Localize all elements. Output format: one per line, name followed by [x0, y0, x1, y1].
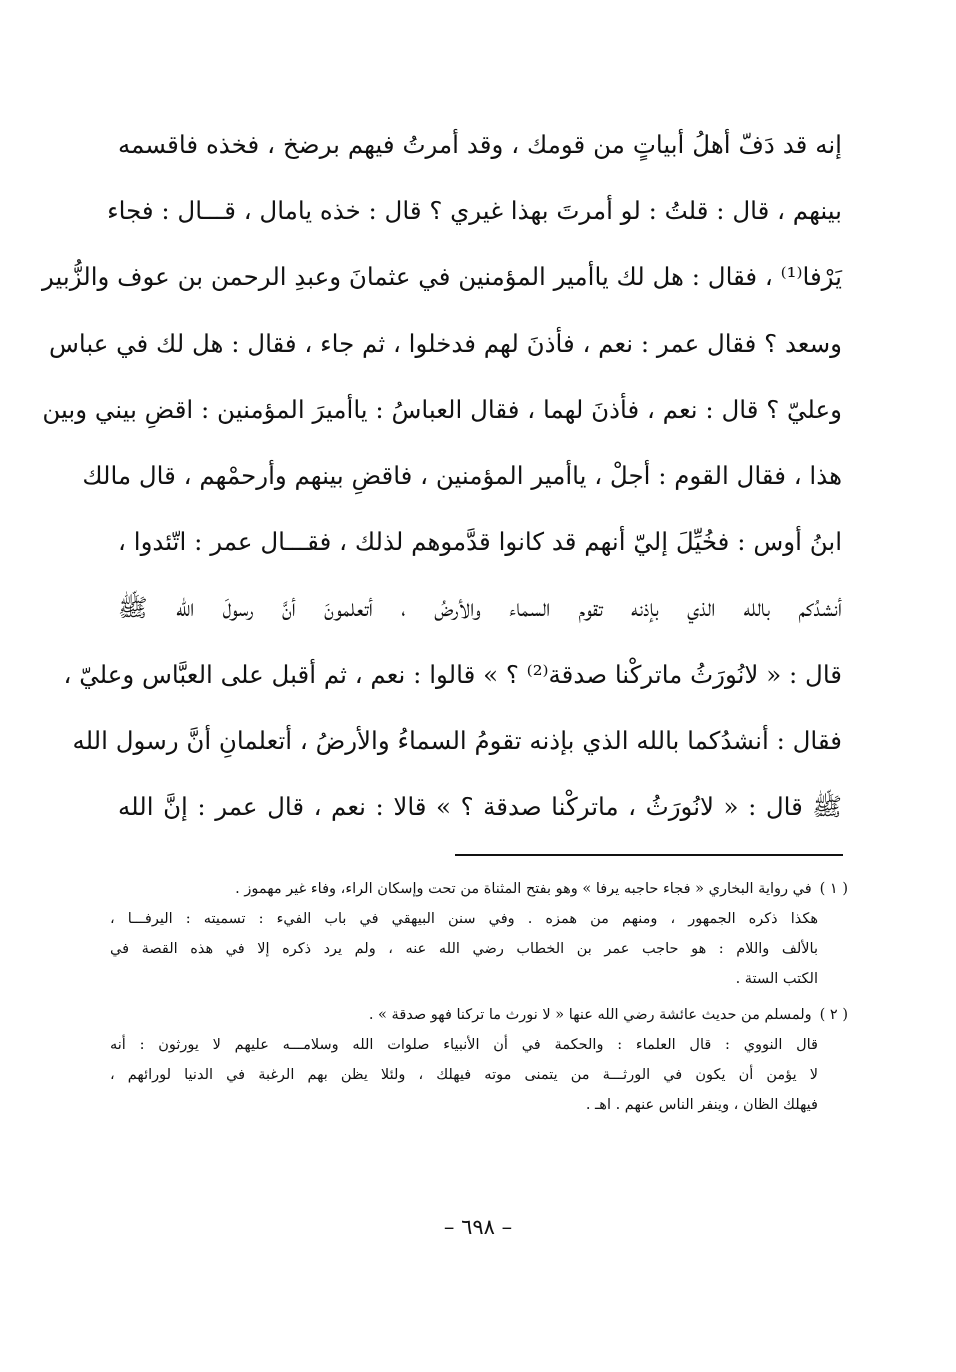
text-line: يَرْفا⁽¹⁾ ، فقال : هل لك ياأمير المؤمنين في عثمانَ وعبدِ الرحمن بن عوف والزُّبير: [41, 262, 842, 292]
text-line: أنشدُكم بالله الذي بإذنه تقوم السماء والأرضُ ، أتعلمونَ أنَّ رسولَ الله ﷺ: [118, 593, 842, 623]
footnote-2: [110, 1000, 848, 1120]
text-line: فقال : أنشدُكما بالله الذي بإذنه تقومُ السماءُ والأرضُ ، أتعلمانِ أنَّ رسول الله: [72, 725, 842, 755]
footnote-1-first-line: [110, 874, 848, 904]
text-line: ﷺ قال : « لانُورَثُ ، ماتركْنا صدقة ؟ » قالا : نعم ، قال عمر : إنَّ الله: [118, 791, 842, 821]
footnote-1-text: بالألف واللام : هو حاجب عمر بن الخطاب رضي الله عنه ، ولم يرد ذكره إلا في هذه القصة في: [110, 941, 818, 957]
footnotes: [110, 874, 848, 1120]
text-line: بينهم ، قال : قلتُ : لو أمرتَ بهذا غيري ؟ قال : خذه يامال ، قـــال : فجاء: [107, 196, 842, 226]
text-line: وسعد ؟ فقال عمر : نعم ، فأذنَ لهم فدخلوا ، ثم جاء ، فقال : هل لك في عباس: [48, 328, 842, 358]
page-number: – ٦٩٨ –: [443, 1215, 513, 1239]
footnote-2-text: فيهلك الظان ، وينفر الناس عنهم . اهـ .: [585, 1097, 818, 1113]
main-text: [41, 112, 842, 840]
footnote-1-text: الكتب الستة .: [735, 971, 818, 987]
footnote-1-text: في رواية البخاري « فجاء حاجبه يرفا » وهو بفتح المثناة من تحت وإسكان الراء، وفاء غير مهموز .: [235, 881, 812, 897]
footnote-1-number: ( ١ ): [819, 881, 848, 897]
text-line: وعليّ ؟ قال : نعم ، فأذنَ لهما ، فقال العباسُ : ياأميرَ المؤمنين : اقضِ بيني وبين: [42, 394, 842, 424]
footnote-separator: [455, 854, 843, 856]
text-line: إنه قد دَفّ أهلُ أبياتٍ من قومك ، وقد أمرتُ فيهم برضخ ، فخذه فاقسمه: [118, 130, 842, 159]
footnote-2-text: قال النووي : قال العلماء : والحكمة في أن الأنبياء صلوات الله وسلامـــه عليهم لا يورثون : أنه: [110, 1037, 818, 1053]
footnote-1-text: هكذا ذكره الجمهور ، ومنهم من همزه . وفي سنن البيهقي في باب الفيء : تسميته : اليرفـــا ،: [110, 911, 818, 927]
footnote-2-first-line: [110, 1000, 848, 1030]
text-line: ابنُ أوس : فخُيِّلَ إليّ أنهم قد كانوا قدَّموهم لذلك ، فقـــال عمر : اتّئدوا ،: [118, 527, 842, 557]
footnote-2-text: لا يؤمن أن يكون في الورثـــة من يتمنى موته فيهلك ، ولئلا يظن بهم الرغبة في الدنيا لورائهم ،: [110, 1067, 818, 1083]
text-line: قال : « لانُورَثُ ماتركْنا صدقة⁽²⁾ ؟ » قالوا : نعم ، ثم أقبل على العبَّاس وعليّ ،: [63, 659, 842, 689]
footnote-2-number: ( ٢ ): [819, 1007, 848, 1023]
footnote-2-text: ولمسلم من حديث عائشة رضي الله عنها « لا نورث ما تركنا فهو صدقة » .: [368, 1007, 812, 1023]
text-line: هذا ، فقال القوم : أجلْ ، ياأمير المؤمنين ، فاقضِ بينهم وأرحمْهم ، قال مالك: [82, 460, 842, 490]
